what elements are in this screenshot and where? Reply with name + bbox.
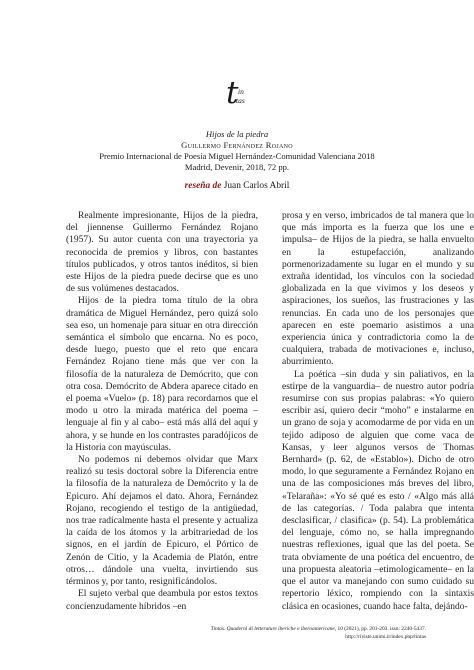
paragraph: La poética –sin duda y sin paliativos, en la estirpe de la vanguardia– de nuestro autor podría resumirse con sus propias palabras: «Yo quiero escribir así, quiero decir “moho” e instalarme en un grano de soja y acomodarme de por vida en un tejido adiposo de alguien que come vaca de Kansas, y leer algunos versos de Thomas Bernhard» (p. 62, de «Establo»). Dicho de otro modo, lo que seguramente a Fernández Rojano en una de las composiciones más breves del libro, «Telaraña»: «Yo sé qué es esto / «Algo más allá de las categorías. / Toda palabra que intenta desclasificar, / clasifica» (p. 54). La problemática del lenguaje, cómo no, se halla impregnando nuestras reflexiones, igual que las del poeta. Se trata obviamente de una poética del encuentro, de una propuesta aleatoria –etimologicamente– en la que el autor va manejando con sumo cuidado su repertorio léxico, rompiendo con la sintaxis clásica en ocasiones, cuando hace falta, dejándo- [282,369,474,612]
book-title: Hijos de la piedra [205,129,269,139]
book-author: Guillermo Fernández Rojano [181,140,293,150]
paragraph: prosa y en verso, imbricados de tal manera que lo que más importa es la fuerza que los une e impulsa– de Hijos de la piedra, se halla envuelto en la estupefacción, analizando pormenorizadamente su lugar en el mundo y su extraña identidad, los vínculos con la sociedad globalizada en la que vivimos y los deseos y aspiraciones, los sueños, las frustraciones y las renuncias. En cada uno de los personajes que aparecen en este poemario asistimos a una experiencia única y contradictoria como la de cualquiera, trabada de motivaciones e, incluso, aburrimiento. [282,211,474,368]
footer-url[interactable]: http://riviste.unimi.it/index.php/tintas [345,634,426,640]
paragraph: Realmente impresionante, Hijos de la piedra, del jiennense Guillermo Fernández Rojano (1957). Su autor cuenta con una trayectoria ya reconocida de premios y libros, con bastantes títulos publicados, y otros tantos inéditos, si bien este Hijos de la piedra puede decirse que es uno de sus volúmenes destacados. [66,211,258,295]
logo-tas: tas [236,96,245,105]
journal-issue: 10 (2021), pp. 201-203. issn: 2240-5437. [337,626,426,632]
journal-name: Tintas. Quaderni di letterature iberiche e iberoamericane, [210,626,337,632]
paragraph: No podemos ni debemos olvidar que Marx realizó su tesis doctoral sobre la Diferencia entre la filosofía de la naturaleza de Demócrito y la de Epicuro. Ahí dejamos el dato. Ahora, Fernández Rojano, recogiendo el testigo de la antigüedad, nos trae radicalmente hasta el presente y actualiza la caída de los átomos y la arbitrariedad de los signos, en el jardín de Epicuro, el Pórtico de Zenón de Citio, y la Academia de Platón, entre otros… dándole una vuelta, invirtiendo sus términos y, por tanto, resignificándolos. [66,455,258,588]
footer-citation [110,625,426,633]
journal-logo [226,75,250,111]
logo-t: t [226,75,239,111]
book-prize: Premio Internacional de Poesía Miguel Hernández-Comunidad Valenciana 2018 [99,151,375,161]
logo-in: in [238,87,244,96]
paragraph: Hijos de la piedra toma título de la obra dramática de Miguel Hernández, pero quizá solo sea eso, un homenaje para situar en otra dirección semántica el símbolo que encarna. No es poco, desde luego, puesto que el reto que encara Fernández Rojano tiene más que ver con la filosofía de la naturaleza de Demócrito, que con otra cosa. Demócrito de Abdera aparece citado en el poema «Vuelo» (p. 18) para recordarnos que el modo u otro la mirada matérica del poema –lenguaje al fin y al cabo– está más allá del aquí y ahora, y se hunde en los contrastes paradójicos de la Historia con mayúsculas. [66,296,258,453]
review-label: reseña de [184,181,222,191]
reviewer-name: Juan Carlos Abril [223,181,290,191]
review-byline [0,181,474,192]
publication-info: Madrid, Devenir, 2018, 72 pp. [184,162,290,172]
paragraph: El sujeto verbal que deambula por estos textos concienzudamente híbridos –en [66,589,258,612]
left-column [66,210,258,613]
right-column [282,210,474,613]
